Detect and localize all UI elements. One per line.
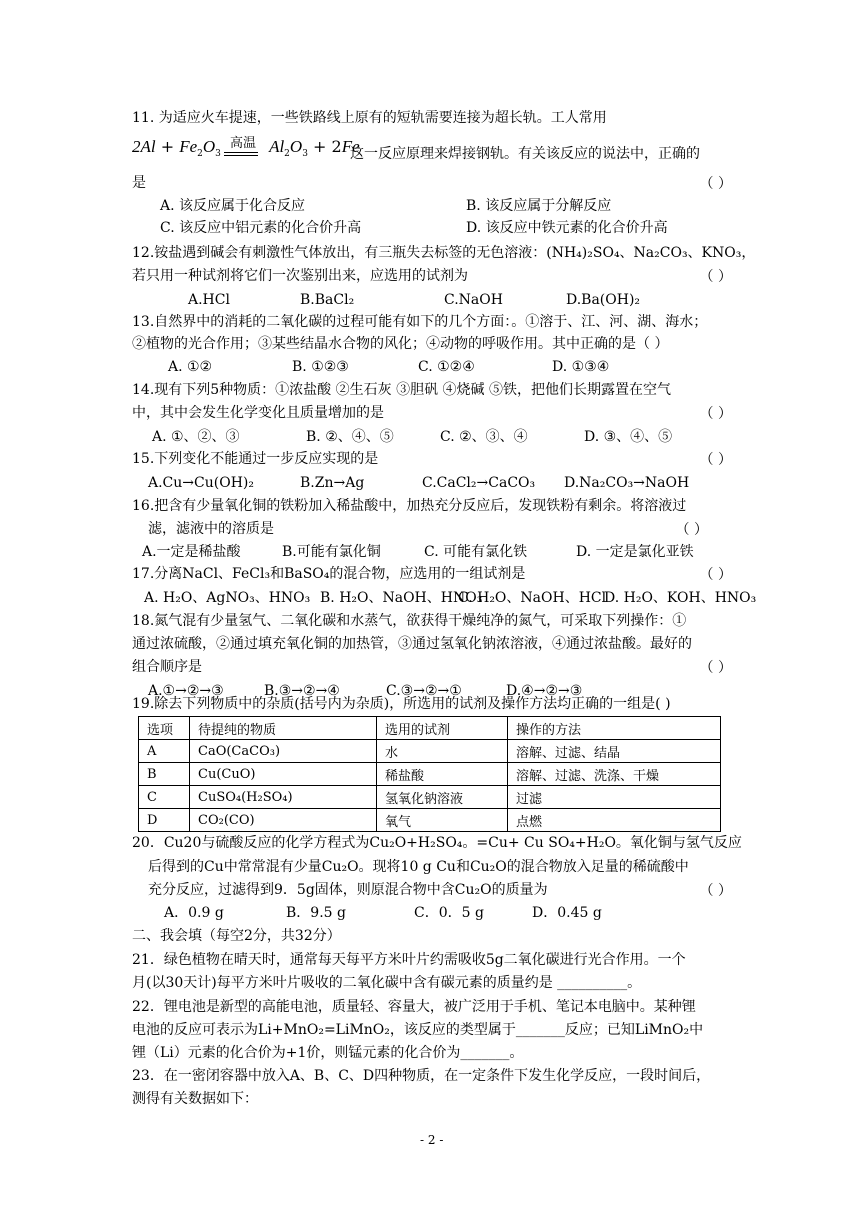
q20-answer-paren: （ ） <box>699 883 732 899</box>
q15-answer-paren: （ ） <box>699 452 732 468</box>
table-row <box>139 786 721 809</box>
q11-equals-sign <box>224 152 258 156</box>
q18-line2: 通过浓硫酸，②通过填充氧化铜的加热管，③通过氢氧化钠浓溶液，④通过浓盐酸。最好的 <box>132 636 692 652</box>
q13-option-a: A. ①② <box>168 359 213 375</box>
q14-answer-paren: （ ） <box>699 406 732 422</box>
table-cell: A <box>139 740 190 763</box>
q11-line1: 11. 为适应火车提速，一些铁路线上原有的短轨需要连接为超长轨。工人常用 <box>132 110 607 126</box>
q14-line1: 14.现有下列5种物质：①浓盐酸 ②生石灰 ③胆矾 ④烧碱 ⑤铁，把他们长期露置在空气 <box>132 382 671 398</box>
q11-option-c: C. 该反应中铝元素的化合价升高 <box>160 220 362 236</box>
q20-option-d: D．0.45 g <box>532 905 602 921</box>
table-cell: 水 <box>377 740 508 763</box>
q14-option-c: C. ②、③、④ <box>440 429 528 445</box>
q18-option-b: B.③→②→④ <box>264 683 340 699</box>
q11-condition: 高温 <box>230 136 257 151</box>
q21-line1: 21．绿色植物在晴天时，通常每天每平方米叶片约需吸收5g二氧化碳进行光合作用。一个 <box>132 952 686 968</box>
q13-option-b: B. ①②③ <box>292 359 349 375</box>
table-cell: 氢氧化钠溶液 <box>377 786 508 809</box>
q16-option-c: C. 可能有氯化铁 <box>424 544 528 560</box>
q17-answer-paren: （ ） <box>699 567 732 583</box>
q11-option-d: D. 该反应中铁元素的化合价升高 <box>466 220 668 236</box>
table-cell: CaO(CaCO₃) <box>190 740 377 763</box>
table-cell: D <box>139 809 190 832</box>
q16-option-d: D. 一定是氯化亚铁 <box>576 544 694 560</box>
q13-line1: 13.自然界中的消耗的二氧化碳的过程可能有如下的几个方面：。①溶于、江、河、湖、海水； <box>132 314 708 330</box>
q14-option-a: A. ①、②、③ <box>152 429 240 445</box>
q22-line3: 锂（Li）元素的化合价为+1价，则锰元素的化合价为_______。 <box>132 1045 524 1061</box>
table-header-cell: 操作的方法 <box>508 717 721 740</box>
q17-option-a: A. H₂O、AgNO₃、HNO₃ <box>144 590 311 606</box>
q16-option-a: A.一定是稀盐酸 <box>142 544 241 560</box>
q15-line1: 15.下列变化不能通过一步反应实现的是 <box>132 451 379 467</box>
q17-line1: 17.分离NaCl、FeCl₃和BaSO₄的混合物，应选用的一组试剂是 <box>132 566 526 582</box>
q17-option-c: C. H₂O、NaOH、HCl <box>458 590 607 606</box>
q18-option-c: C.③→②→① <box>386 683 462 699</box>
q18-answer-paren: （ ） <box>699 660 732 676</box>
q12-line1: 12.铵盐遇到碱会有刺激性气体放出，有三瓶失去标签的无色溶液：(NH₄)₂SO₄、Na₂CO₃、KNO₃， <box>132 245 756 261</box>
q20-line1: 20．Cu20与硫酸反应的化学方程式为Cu₂O+H₂SO₄。=Cu+ Cu SO₄+H₂O。氧化铜与氢气反应 <box>132 835 742 851</box>
q22-line2: 电池的反应可表示为Li+MnO₂=LiMnO₂，该反应的类型属于_______反应；已知LiMnO₂中 <box>132 1022 704 1038</box>
table-header-row <box>139 717 721 740</box>
q20-option-c: C．0．5 g <box>414 905 484 921</box>
q17-option-d: D. H₂O、KOH、HNO₃ <box>604 590 757 606</box>
table-row <box>139 809 721 832</box>
table-header-cell: 选项 <box>139 717 190 740</box>
q14-option-b: B. ②、④、⑤ <box>306 429 394 445</box>
q19-line1: 19.除去下列物质中的杂质(括号内为杂质)，所选用的试剂及操作方法均正确的一组是( ) <box>132 696 671 712</box>
table-header-cell: 待提纯的物质 <box>190 717 377 740</box>
q17-option-b: B. H₂O、NaOH、HNO₃ <box>320 590 483 606</box>
q20-line2: 后得到的Cu中常常混有少量Cu₂O。现将10 g Cu和Cu₂O的混合物放入足量的稀硫酸中 <box>148 859 689 875</box>
q15-option-a: A.Cu→Cu(OH)₂ <box>148 475 254 491</box>
page-number: - 2 - <box>420 1133 444 1147</box>
q13-option-d: D. ①③④ <box>552 359 610 375</box>
q11-equation: $2Al + Fe_2O_3$ $Al_2O_3 + 2Fe$ <box>132 137 360 160</box>
table-cell: 溶解、过滤、洗涤、干燥 <box>508 763 721 786</box>
q11-line3: 是 <box>132 175 146 191</box>
section-heading: 二、我会填（每空2分，共32分） <box>132 928 341 944</box>
q16-line2: 滤，滤液中的溶质是 <box>148 521 274 537</box>
table-row <box>139 740 721 763</box>
table-cell: CuSO₄(H₂SO₄) <box>190 786 377 809</box>
q14-line2: 中，其中会发生化学变化且质量增加的是 <box>132 405 384 421</box>
q14-option-d: D. ③、④、⑤ <box>584 429 673 445</box>
q23-line1: 23．在一密闭容器中放入A、B、C、D四种物质，在一定条件下发生化学反应，一段时间后， <box>132 1068 711 1084</box>
q12-option-d: D.Ba(OH)₂ <box>566 292 641 308</box>
q12-option-b: B.BaCl₂ <box>300 292 355 308</box>
table-cell: B <box>139 763 190 786</box>
q21-line2: 月(以30天计)每平方米叶片吸收的二氧化碳中含有碳元素的质量约是 __________。 <box>132 975 642 991</box>
q13-line2: ②植物的光合作用；③某些结晶水合物的风化；④动物的呼吸作用。其中正确的是（ ） <box>132 336 669 352</box>
table-cell: 氧气 <box>377 809 508 832</box>
q16-option-b: B.可能有氯化铜 <box>282 544 381 560</box>
q15-option-d: D.Na₂CO₃→NaOH <box>564 475 690 491</box>
q20-line3: 充分反应，过滤得到9．5g固体，则原混合物中含Cu₂O的质量为 <box>148 882 548 898</box>
q20-option-a: A．0.9 g <box>164 905 224 921</box>
q18-line3: 组合顺序是 <box>132 659 202 675</box>
q18-option-d: D.④→②→③ <box>506 683 583 699</box>
q12-option-c: C.NaOH <box>444 292 503 308</box>
q19-table <box>138 716 721 832</box>
table-cell: 点燃 <box>508 809 721 832</box>
q23-line2: 测得有关数据如下： <box>132 1091 258 1107</box>
table-header-cell: 选用的试剂 <box>377 717 508 740</box>
table-cell: 溶解、过滤、结晶 <box>508 740 721 763</box>
q16-line1: 16.把含有少量氧化铜的铁粉加入稀盐酸中，加热充分反应后，发现铁粉有剩余。将溶液过 <box>132 498 687 514</box>
q13-option-c: C. ①②④ <box>418 359 475 375</box>
q15-option-b: B.Zn→Ag <box>300 475 365 491</box>
q18-line1: 18.氮气混有少量氢气、二氧化碳和水蒸气，欲获得干燥纯净的氮气，可采取下列操作：① <box>132 613 687 629</box>
q22-line1: 22．锂电池是新型的高能电池，质量轻、容量大，被广泛用于手机、笔记本电脑中。某种锂 <box>132 999 696 1015</box>
q12-answer-paren: （ ） <box>699 269 732 285</box>
q18-option-a: A.①→②→③ <box>148 683 224 699</box>
q16-answer-paren: （ ） <box>675 522 708 538</box>
q20-option-b: B．9.5 g <box>286 905 346 921</box>
table-cell: CO₂(CO) <box>190 809 377 832</box>
q11-option-b: B. 该反应属于分解反应 <box>466 198 612 214</box>
table-cell: C <box>139 786 190 809</box>
q11-equation-tail: 这一反应原理来焊接钢轨。有关该反应的说法中，正确的 <box>350 146 700 162</box>
q12-line2: 若只用一种试剂将它们一次鉴别出来，应选用的试剂为 <box>132 268 468 284</box>
q11-answer-paren: （ ） <box>699 176 732 192</box>
table-cell: Cu(CuO) <box>190 763 377 786</box>
q15-option-c: C.CaCl₂→CaCO₃ <box>422 475 536 491</box>
table-row <box>139 763 721 786</box>
table-cell: 过滤 <box>508 786 721 809</box>
q12-option-a: A.HCl <box>188 292 230 308</box>
table-cell: 稀盐酸 <box>377 763 508 786</box>
q11-option-a: A. 该反应属于化合反应 <box>160 198 306 214</box>
